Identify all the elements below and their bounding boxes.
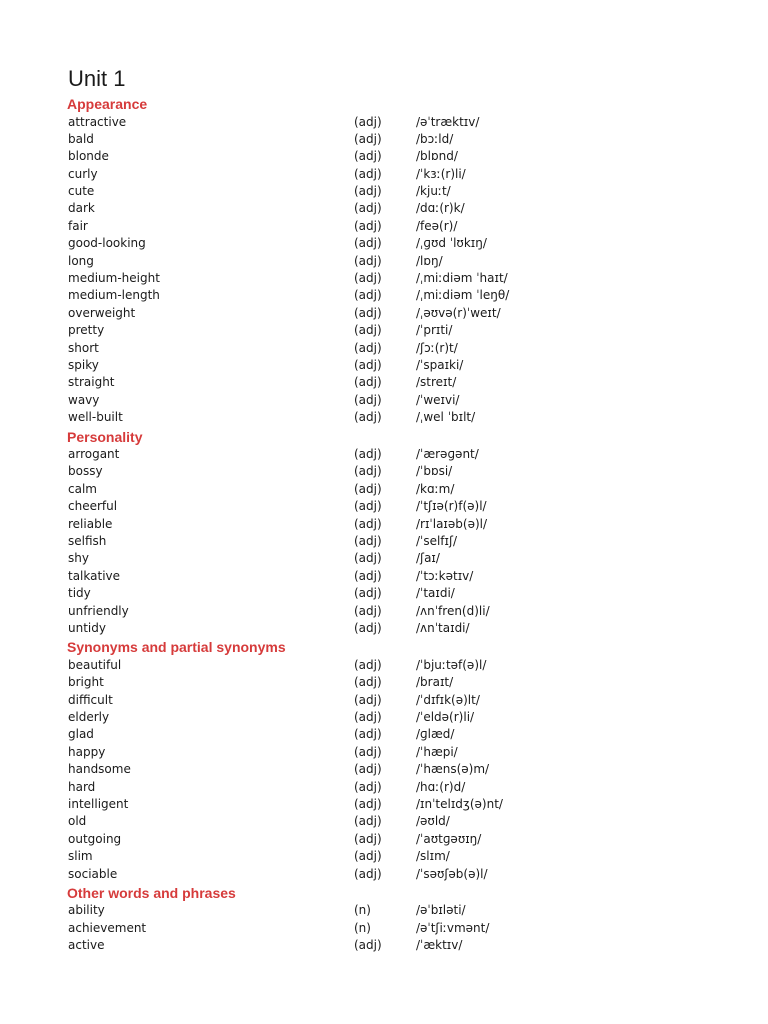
entry-pronunciation: /ʃaɪ/: [416, 551, 440, 566]
entry-word: spiky: [68, 357, 99, 372]
entry-word: blonde: [68, 149, 109, 164]
entry-pronunciation: /kjuːt/: [416, 184, 451, 199]
entry-part-of-speech: (adj): [354, 779, 382, 794]
vocabulary-entry: [0, 761, 768, 778]
entry-pronunciation: /ˌmiːdiəm ˈhaɪt/: [416, 271, 508, 286]
entry-list: [0, 114, 768, 427]
entry-pronunciation: /ˈaʊtɡəʊɪŋ/: [416, 831, 482, 846]
entry-word: sociable: [68, 866, 118, 881]
entry-part-of-speech: (adj): [354, 586, 382, 601]
entry-part-of-speech: (adj): [354, 131, 382, 146]
vocabulary-entry: [0, 114, 768, 131]
entry-word: handsome: [68, 762, 131, 777]
vocabulary-entry: [0, 516, 768, 533]
vocabulary-entry: [0, 796, 768, 813]
vocabulary-entry: [0, 744, 768, 761]
entry-pronunciation: /ˈweɪvi/: [416, 392, 460, 407]
vocabulary-section: [0, 639, 768, 883]
vocabulary-entry: [0, 463, 768, 480]
entry-word: cheerful: [68, 499, 118, 514]
entry-word: slim: [68, 849, 93, 864]
vocabulary-entry: [0, 585, 768, 602]
entry-part-of-speech: (adj): [354, 762, 382, 777]
vocabulary-entry: [0, 409, 768, 426]
entry-part-of-speech: (adj): [354, 692, 382, 707]
entry-word: short: [68, 340, 99, 355]
entry-part-of-speech: (adj): [354, 657, 382, 672]
entry-word: good-looking: [68, 236, 146, 251]
vocabulary-section: [0, 96, 768, 427]
vocabulary-entry: [0, 270, 768, 287]
entry-part-of-speech: (adj): [354, 392, 382, 407]
entry-word: fair: [68, 218, 88, 233]
vocabulary-entry: [0, 568, 768, 585]
entry-list: [0, 902, 768, 954]
entry-list: [0, 446, 768, 637]
vocabulary-entry: [0, 446, 768, 463]
entry-part-of-speech: (adj): [354, 675, 382, 690]
entry-word: overweight: [68, 305, 136, 320]
entry-part-of-speech: (adj): [354, 236, 382, 251]
entry-word: calm: [68, 481, 97, 496]
entry-pronunciation: /streɪt/: [416, 375, 457, 390]
entry-pronunciation: /əʊld/: [416, 814, 450, 829]
entry-part-of-speech: (adj): [354, 727, 382, 742]
vocabulary-entry: [0, 603, 768, 620]
vocabulary-entry: [0, 902, 768, 919]
entry-word: difficult: [68, 692, 113, 707]
entry-pronunciation: /ˈtaɪdi/: [416, 586, 455, 601]
entry-pronunciation: /ˈdɪfɪk(ə)lt/: [416, 692, 480, 707]
vocabulary-entry: [0, 166, 768, 183]
section-heading: Other words and phrases: [67, 884, 236, 901]
vocabulary-entry: [0, 392, 768, 409]
vocabulary-entry: [0, 340, 768, 357]
vocabulary-entry: [0, 218, 768, 235]
vocabulary-entry: [0, 200, 768, 217]
vocabulary-entry: [0, 498, 768, 515]
entry-pronunciation: /ˈærəɡənt/: [416, 447, 479, 462]
vocabulary-content: [0, 94, 768, 955]
entry-pronunciation: /dɑː(r)k/: [416, 201, 465, 216]
entry-part-of-speech: (adj): [354, 831, 382, 846]
vocabulary-entry: [0, 657, 768, 674]
entry-part-of-speech: (adj): [354, 499, 382, 514]
entry-part-of-speech: (adj): [354, 620, 382, 635]
entry-pronunciation: /lɒŋ/: [416, 253, 443, 268]
vocabulary-entry: [0, 374, 768, 391]
entry-word: long: [68, 253, 94, 268]
entry-part-of-speech: (adj): [354, 410, 382, 425]
vocabulary-entry: [0, 779, 768, 796]
entry-part-of-speech: (adj): [354, 938, 382, 953]
entry-word: hard: [68, 779, 96, 794]
entry-word: bald: [68, 131, 94, 146]
entry-pronunciation: /ɪnˈtelɪdʒ(ə)nt/: [416, 796, 503, 811]
entry-word: ability: [68, 903, 105, 918]
entry-part-of-speech: (adj): [354, 603, 382, 618]
vocabulary-entry: [0, 305, 768, 322]
entry-pronunciation: /ˌmiːdiəm ˈleŋθ/: [416, 288, 510, 303]
entry-part-of-speech: (adj): [354, 201, 382, 216]
vocabulary-entry: [0, 813, 768, 830]
entry-pronunciation: /ʃɔː(r)t/: [416, 340, 458, 355]
vocabulary-entry: [0, 709, 768, 726]
vocabulary-entry: [0, 831, 768, 848]
entry-pronunciation: /ˌɡʊd ˈlʊkɪŋ/: [416, 236, 487, 251]
vocabulary-entry: [0, 287, 768, 304]
entry-word: elderly: [68, 710, 110, 724]
vocabulary-entry: [0, 322, 768, 339]
entry-word: shy: [68, 551, 89, 566]
entry-part-of-speech: (adj): [354, 253, 382, 268]
entry-word: dark: [68, 201, 95, 216]
unit-title: Unit 1: [68, 66, 126, 91]
entry-part-of-speech: (adj): [354, 551, 382, 566]
entry-pronunciation: /əˈtræktɪv/: [416, 114, 480, 129]
entry-word: unfriendly: [68, 603, 129, 618]
entry-word: active: [68, 938, 105, 953]
entry-pronunciation: /əˈtʃiːvmənt/: [416, 920, 490, 935]
entry-part-of-speech: (adj): [354, 357, 382, 372]
entry-word: outgoing: [68, 831, 122, 846]
entry-word: bright: [68, 675, 104, 690]
entry-word: achievement: [68, 920, 147, 935]
vocabulary-entry: [0, 183, 768, 200]
entry-word: medium-length: [68, 288, 160, 303]
vocabulary-entry: [0, 692, 768, 709]
entry-word: untidy: [68, 620, 106, 635]
entry-pronunciation: /ˈprɪti/: [416, 323, 453, 338]
entry-word: reliable: [68, 516, 113, 531]
entry-part-of-speech: (adj): [354, 340, 382, 355]
entry-word: beautiful: [68, 657, 122, 672]
entry-pronunciation: /əˈbɪləti/: [416, 903, 466, 918]
entry-word: bossy: [68, 464, 103, 479]
entry-list: [0, 657, 768, 883]
entry-pronunciation: /ˈbɒsi/: [416, 464, 453, 479]
entry-word: pretty: [68, 323, 105, 338]
entry-word: straight: [68, 375, 115, 390]
entry-word: medium-height: [68, 271, 160, 286]
vocabulary-entry: [0, 131, 768, 148]
vocabulary-section: [0, 885, 768, 955]
vocabulary-entry: [0, 848, 768, 865]
entry-part-of-speech: (adj): [354, 447, 382, 462]
entry-pronunciation: /kɑːm/: [416, 481, 455, 496]
entry-pronunciation: /blɒnd/: [416, 149, 458, 164]
entry-pronunciation: /bɔːld/: [416, 131, 454, 146]
section-heading: Synonyms and partial synonyms: [67, 639, 286, 656]
entry-part-of-speech: (adj): [354, 866, 382, 881]
entry-part-of-speech: (adj): [354, 533, 382, 548]
entry-part-of-speech: (adj): [354, 516, 382, 531]
entry-word: happy: [68, 744, 106, 759]
entry-part-of-speech: (adj): [354, 464, 382, 479]
entry-part-of-speech: (adj): [354, 814, 382, 829]
entry-pronunciation: /ˈselfɪʃ/: [416, 533, 458, 548]
vocabulary-entry: [0, 357, 768, 374]
entry-part-of-speech: (adj): [354, 849, 382, 864]
entry-pronunciation: /ˈkɜː(r)li/: [416, 166, 466, 181]
entry-part-of-speech: (adj): [354, 288, 382, 303]
entry-pronunciation: /ˈbjuːtəf(ə)l/: [416, 657, 487, 672]
entry-pronunciation: /ˈspaɪki/: [416, 357, 464, 372]
entry-word: intelligent: [68, 796, 129, 811]
entry-part-of-speech: (adj): [354, 166, 382, 181]
vocabulary-entry: [0, 726, 768, 743]
vocabulary-section: [0, 429, 768, 638]
entry-pronunciation: /ˈhæpi/: [416, 744, 458, 759]
entry-part-of-speech: (adj): [354, 796, 382, 811]
entry-pronunciation: /ˈhæns(ə)m/: [416, 762, 490, 777]
entry-part-of-speech: (adj): [354, 744, 382, 759]
entry-part-of-speech: (adj): [354, 375, 382, 390]
vocabulary-entry: [0, 235, 768, 252]
vocabulary-entry: [0, 920, 768, 937]
entry-word: tidy: [68, 586, 91, 601]
entry-pronunciation: /ˈtʃɪə(r)f(ə)l/: [416, 499, 487, 514]
vocabulary-entry: [0, 674, 768, 691]
entry-pronunciation: /hɑː(r)d/: [416, 779, 466, 794]
entry-word: wavy: [68, 392, 100, 407]
entry-pronunciation: /ʌnˈfren(d)li/: [416, 603, 490, 618]
entry-pronunciation: /feə(r)/: [416, 218, 458, 233]
entry-pronunciation: /ˈsəʊʃəb(ə)l/: [416, 866, 488, 881]
entry-pronunciation: /slɪm/: [416, 849, 450, 864]
entry-part-of-speech: (adj): [354, 184, 382, 199]
entry-word: attractive: [68, 114, 127, 129]
vocabulary-entry: [0, 533, 768, 550]
vocabulary-entry: [0, 620, 768, 637]
entry-pronunciation: /ˈeldə(r)li/: [416, 710, 475, 724]
section-heading: Personality: [67, 428, 143, 445]
entry-word: cute: [68, 184, 95, 199]
entry-pronunciation: /ˌəʊvə(r)ˈweɪt/: [416, 305, 501, 320]
entry-pronunciation: /ˈtɔːkətɪv/: [416, 568, 474, 583]
entry-part-of-speech: (adj): [354, 218, 382, 233]
vocabulary-entry: [0, 253, 768, 270]
entry-pronunciation: /ˈæktɪv/: [416, 938, 463, 953]
entry-part-of-speech: (adj): [354, 271, 382, 286]
entry-pronunciation: /ɡlæd/: [416, 727, 455, 742]
entry-part-of-speech: (adj): [354, 710, 382, 724]
entry-part-of-speech: (adj): [354, 305, 382, 320]
entry-word: well-built: [68, 410, 123, 425]
entry-word: old: [68, 814, 87, 829]
entry-pronunciation: /ʌnˈtaɪdi/: [416, 620, 470, 635]
entry-word: arrogant: [68, 447, 120, 462]
entry-part-of-speech: (n): [354, 903, 371, 918]
entry-part-of-speech: (adj): [354, 481, 382, 496]
entry-part-of-speech: (adj): [354, 323, 382, 338]
entry-part-of-speech: (n): [354, 920, 371, 935]
vocabulary-entry: [0, 550, 768, 567]
entry-part-of-speech: (adj): [354, 114, 382, 129]
entry-pronunciation: /rɪˈlaɪəb(ə)l/: [416, 516, 488, 531]
entry-word: glad: [68, 727, 94, 742]
entry-pronunciation: /braɪt/: [416, 675, 454, 690]
entry-part-of-speech: (adj): [354, 149, 382, 164]
entry-pronunciation: /ˌwel ˈbɪlt/: [416, 410, 476, 425]
vocabulary-entry: [0, 481, 768, 498]
entry-word: selfish: [68, 533, 107, 548]
entry-word: talkative: [68, 568, 121, 583]
vocabulary-entry: [0, 937, 768, 954]
vocabulary-entry: [0, 866, 768, 883]
vocabulary-entry: [0, 148, 768, 165]
entry-word: curly: [68, 166, 98, 181]
entry-part-of-speech: (adj): [354, 568, 382, 583]
section-heading: Appearance: [67, 96, 148, 112]
